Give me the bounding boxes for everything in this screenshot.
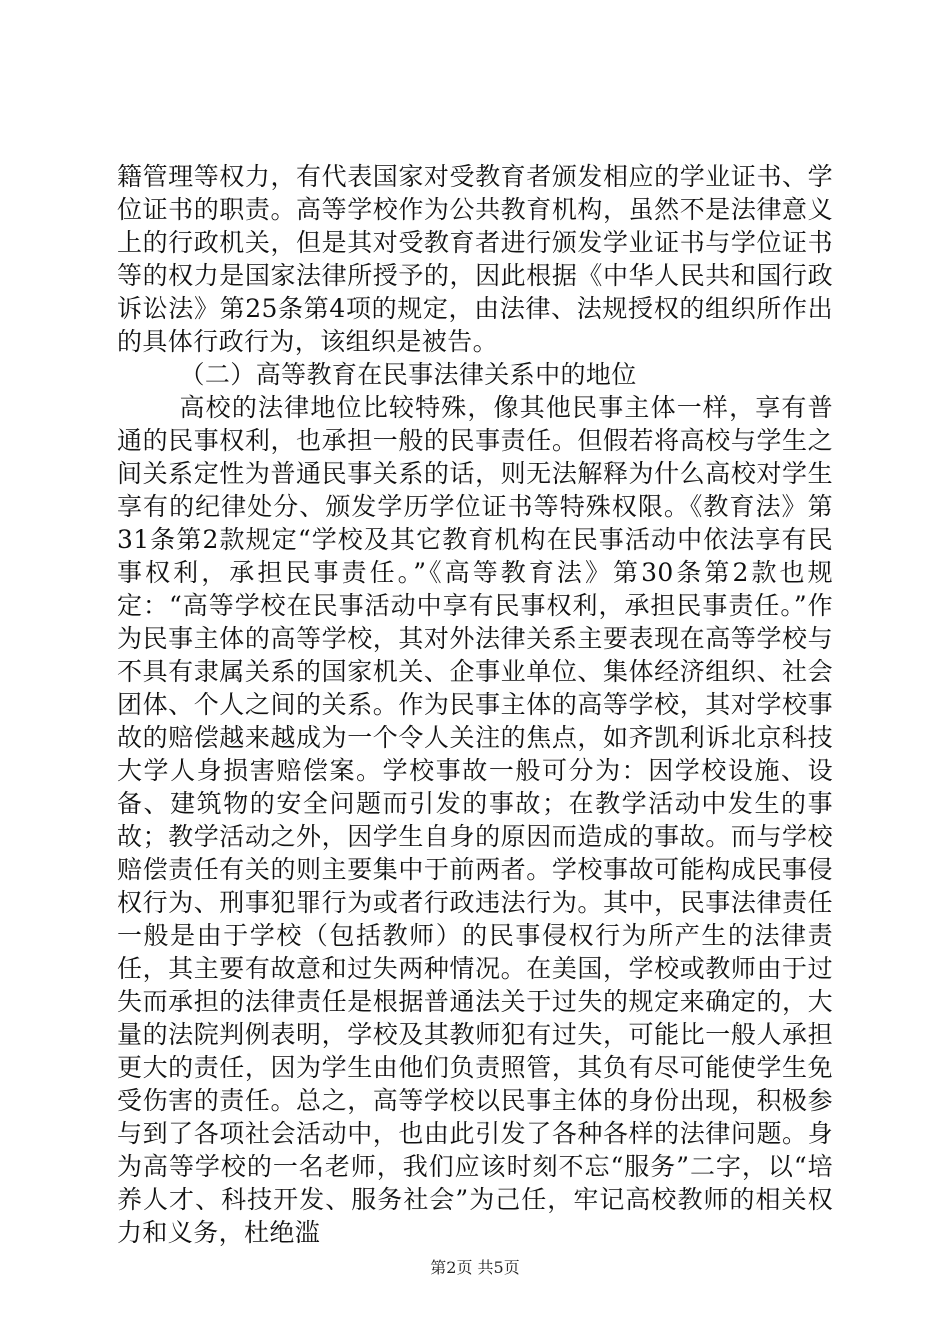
- paragraph-main: 高校的法律地位比较特殊，像其他民事主体一样，享有普通的民事权利，也承担一般的民事责任。但假若将高校与学生之间关系定性为普通民事关系的话，则无法解释为什么高校对学生享有的纪律处分、颁发学历学位证书等特殊权限。《教育法》第31条第2款规定“学校及其它教育机构在民事活动中依法享有民事权利，承担民事责任。”《高等教育法》第30条第2款也规定：“高等学校在民事活动中享有民事权利，承担民事责任。”作为民事主体的高等学校，其对外法律关系主要表现在高等学校与不具有隶属关系的国家机关、企事业单位、集体经济组织、社会团体、个人之间的关系。作为民事主体的高等学校，其对学校事故的赔偿越来越成为一个令人关注的焦点，如齐凯利诉北京科技大学人身损害赔偿案。学校事故一般可分为：因学校设施、设备、建筑物的安全问题而引发的事故；在教学活动中发生的事故；教学活动之外，因学生自身的原因而造成的事故。而与学校赔偿责任有关的则主要集中于前两者。学校事故可能构成民事侵权行为、刑事犯罪行为或者行政违法行为。其中，民事法律责任一般是由于学校（包括教师）的民事侵权行为所产生的法律责任，其主要有故意和过失两种情况。在美国，学校或教师由于过失而承担的法律责任是根据普通法关于过失的规定来确定的，大量的法院判例表明，学校及其教师犯有过失，可能比一般人承担更大的责任，因为学生由他们负责照管，其负有尽可能使学生免受伤害的责任。总之，高等学校以民事主体的身份出现，积极参与到了各项社会活动中，也由此引发了各种各样的法律问题。身为高等学校的一名老师，我们应该时刻不忘“服务”二字，以“培养人才、科技开发、服务社会”为己任，牢记高校教师的相关权力和义务，杜绝滥: [117, 393, 833, 1247]
- page-number: 第2页 共5页: [430, 1258, 520, 1277]
- page-footer: [0, 1258, 950, 1278]
- paragraph-continuation: 籍管理等权力，有代表国家对受教育者颁发相应的学业证书、学位证书的职责。高等学校作为公共教育机构，虽然不是法律意义上的行政机关，但是其对受教育者进行颁发学业证书与学位证书等的权力是国家法律所授予的，因此根据《中华人民共和国行政诉讼法》第25条第4项的规定，由法律、法规授权的组织所作出的具体行政行为，该组织是被告。: [117, 162, 833, 356]
- document-body: [117, 160, 833, 1249]
- section-heading: （二）高等教育在民事法律关系中的地位: [179, 360, 637, 389]
